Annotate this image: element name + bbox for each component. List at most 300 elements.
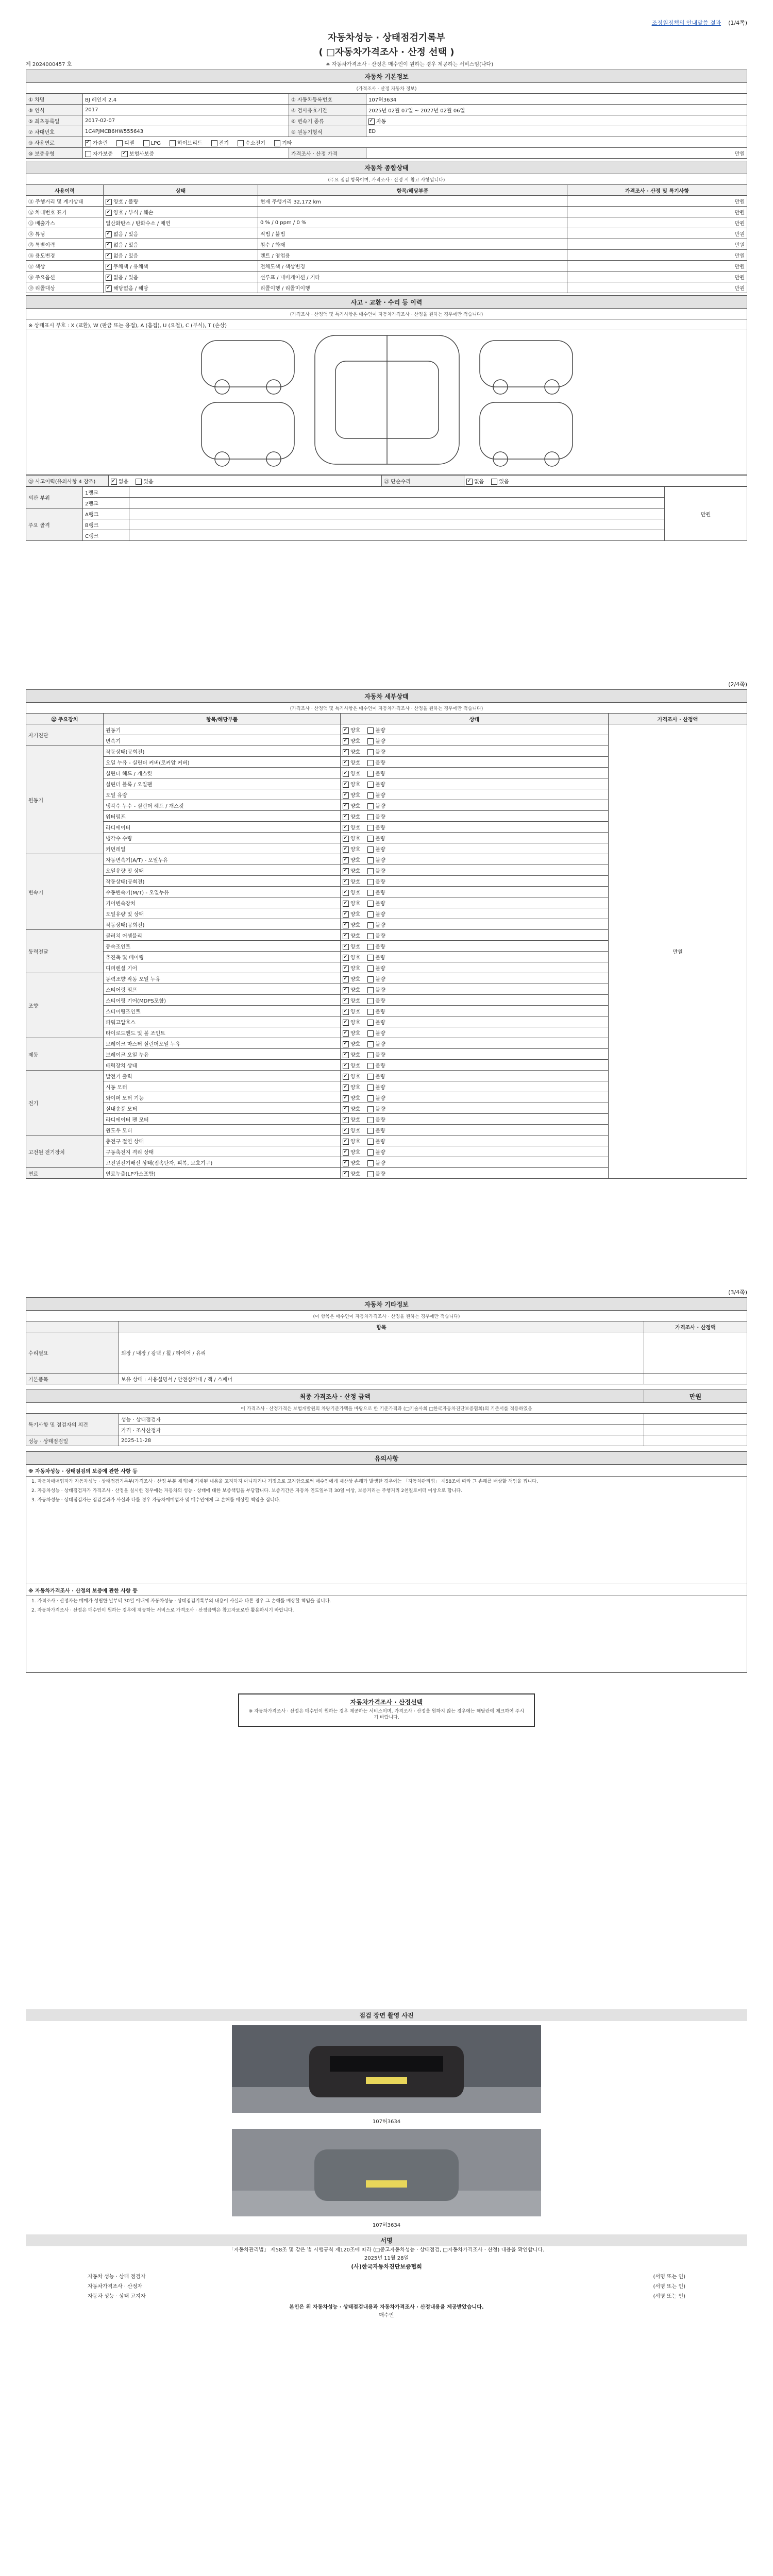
item-label: 오일유량 및 상태 [104, 865, 341, 876]
item-label: 구동축전지 격리 상태 [104, 1146, 341, 1157]
item-state: ✓ 양호 불량 [341, 1092, 609, 1103]
accident-table [26, 295, 747, 330]
price-unit: 만원 [609, 724, 747, 1179]
checkbox[interactable] [343, 987, 349, 993]
photo-section-title: 점검 장면 촬영 사진 [26, 2009, 747, 2021]
checkbox[interactable] [367, 901, 374, 907]
item-state: ✓ 양호 불량 [341, 789, 609, 800]
checkbox[interactable] [343, 857, 349, 863]
checkbox[interactable] [343, 911, 349, 918]
checkbox[interactable] [367, 1030, 374, 1037]
simple-repair-label: ㉑ 단순수리 [382, 476, 464, 486]
checkbox[interactable] [343, 1074, 349, 1080]
item-label: 클러치 어셈블리 [104, 930, 341, 941]
item-state: ✓ 양호 불량 [341, 952, 609, 962]
group-label: 조향 [26, 973, 104, 1038]
item-state: ✓ 양호 불량 [341, 735, 609, 746]
group-label: 원동기 [26, 746, 104, 854]
checkbox[interactable] [343, 727, 349, 734]
item-state: ✓ 양호 불량 [341, 1114, 609, 1125]
checkbox[interactable] [343, 1149, 349, 1156]
item-label: 브레이크 마스터 실린더오일 누유 [104, 1038, 341, 1049]
item-label: 추진축 및 베어링 [104, 952, 341, 962]
item-state: ✓ 양호 불량 [341, 897, 609, 908]
item-state: ✓ 양호 불량 [341, 1049, 609, 1060]
item-label: 냉각수 누수 - 실린더 헤드 / 개스킷 [104, 800, 341, 811]
final-price-note: 이 가격조사 · 산정가격은 보험개발원의 차량기준가액을 바탕으로 한 기준가격과 (□기술사회 □한국자동차진단보증협회)의 기준서를 적용하였음 [26, 1403, 747, 1414]
checkbox[interactable] [367, 825, 374, 831]
details-section-title: 자동차 세부상태 [26, 690, 747, 703]
checkbox[interactable] [491, 479, 497, 485]
group-label: 자기진단 [26, 724, 104, 746]
item-state: ✓ 양호 불량 [341, 876, 609, 887]
accident-history-table: ⑳ 사고이력(유의사항 4 참조) ✓ 없음 있음 ㉑ 단순수리 ✓ 없음 있음 [26, 475, 747, 486]
sign-date: 2025년 11월 28일 [364, 2256, 409, 2261]
page-4 [26, 2009, 747, 2524]
row-label: ① 차명 [26, 94, 83, 105]
details-table [26, 689, 747, 1179]
checkbox[interactable] [343, 792, 349, 799]
item-state: ✓ 양호 불량 [341, 833, 609, 843]
checkbox[interactable] [343, 1160, 349, 1166]
signer-row: 자동차 성능 · 상태 점검자 (서명 또는 인) [88, 2274, 685, 2280]
col-header: 사용이력 [26, 185, 104, 196]
checkbox[interactable] [367, 814, 374, 820]
checkbox[interactable] [343, 846, 349, 853]
page-indicator: (3/4쪽) [728, 1289, 747, 1296]
inspection-validity: 2025년 02월 07일 ~ 2027년 02월 06일 [366, 105, 747, 115]
page-indicator: (1/4쪽) [728, 20, 747, 26]
doc-title-2: ( □자동차가격조사 · 산정 선택 ) [318, 47, 455, 58]
price-unit: 만원 [366, 148, 747, 159]
page-1 [26, 15, 747, 670]
item-state: ✓ 양호 불량 [341, 1038, 609, 1049]
panel-table: 외판 부위 1랭크 만원 2랭크 주요 골격 A랭크 B랭크 C랭크 [26, 486, 747, 541]
item-state: ✓ 양호 불량 [341, 1168, 609, 1179]
checkbox[interactable] [367, 987, 374, 993]
checkbox[interactable] [367, 1020, 374, 1026]
checkbox[interactable] [367, 749, 374, 755]
checkbox[interactable] [343, 1106, 349, 1112]
table-row [26, 724, 747, 735]
checkbox[interactable] [343, 901, 349, 907]
basic-info-table [26, 70, 747, 159]
checkbox[interactable] [343, 1084, 349, 1091]
vin: 1C4PJMCB6HW555643 [83, 126, 289, 137]
item-label: 등속조인트 [104, 941, 341, 952]
table-row: ⑭ 튜닝 ✓ 없음 / 있음 적법 / 불법 만원 [26, 228, 747, 239]
row-label: ⑨ 사용연료 [26, 137, 83, 148]
group-label: 연료 [26, 1168, 104, 1179]
final-price-title: 최종 가격조사 · 산정 금액 [26, 1390, 644, 1403]
checkbox[interactable] [367, 944, 374, 950]
checkbox[interactable] [367, 738, 374, 744]
checkbox[interactable] [343, 1020, 349, 1026]
item-state: ✓ 양호 불량 [341, 768, 609, 778]
checkbox[interactable] [367, 955, 374, 961]
final-price-table: 최종 가격조사 · 산정 금액 만원 이 가격조사 · 산정가격은 보험개발원의 차량기준가액을 바탕으로 한 기준가격과 (□기술사회 □한국자동차진단보증협회)의 기준서를 적용하였음 특기사항 및 점검자의 의견 성능 · 상태점검자 가격 · 조사산정자 성능 · 상태점검일 2025-11-28 [26, 1389, 747, 1446]
frame-label: 주요 골격 [26, 509, 83, 541]
item-label: 스티어링 기어(MDPS포함) [104, 995, 341, 1006]
col-header: 상태 [104, 185, 258, 196]
checkbox[interactable] [367, 1117, 374, 1123]
item-label: 작동상태(공회전) [104, 919, 341, 930]
item-state: ✓ 양호 불량 [341, 1006, 609, 1016]
item-state: ✓ 양호 불량 [341, 1136, 609, 1146]
col-header: 상태 [341, 714, 609, 724]
page-2 [26, 680, 747, 1288]
item-state: ✓ 양호 불량 [341, 1071, 609, 1081]
checkbox[interactable] [367, 1171, 374, 1177]
checkbox[interactable] [367, 868, 374, 874]
item-state: ✓ 양호 불량 [341, 811, 609, 822]
checkbox[interactable] [343, 1139, 349, 1145]
checkbox[interactable] [343, 1128, 349, 1134]
check-icon[interactable] [368, 118, 375, 125]
inspection-photo-front [232, 2025, 541, 2113]
row-label: ⑩ 보증유형 [26, 148, 83, 159]
doc-title: 자동차성능 · 상태점검기록부 [327, 32, 446, 43]
checkbox[interactable] [211, 140, 217, 146]
page-indicator: (2/4쪽) [728, 681, 747, 688]
checkbox[interactable] [343, 1030, 349, 1037]
row-label: 가격조사 · 산정 가격 [289, 148, 366, 159]
checkbox[interactable] [367, 1149, 374, 1156]
checkbox[interactable] [367, 890, 374, 896]
item-label: 타이로드엔드 및 볼 조인트 [104, 1027, 341, 1038]
checkbox[interactable] [106, 285, 112, 292]
checkbox[interactable] [343, 825, 349, 831]
col-header: 가격조사 · 산정액 [609, 714, 747, 724]
item-label: 파워고압호스 [104, 1016, 341, 1027]
inspection-date: 2025-11-28 [119, 1435, 644, 1446]
checkbox[interactable] [367, 976, 374, 982]
checkbox[interactable] [85, 151, 91, 157]
item-label: 배력장치 상태 [104, 1060, 341, 1071]
checkbox[interactable] [238, 140, 244, 146]
accident-legend: ※ 상태표시 부호 : X (교환), W (판금 또는 용접), A (흠집), U (요철), C (부식), T (손상) [26, 319, 747, 330]
checkbox[interactable] [343, 782, 349, 788]
checkbox[interactable] [367, 1074, 374, 1080]
doc-number: 제 2024000457 호 [26, 62, 72, 67]
sign-statement: 「자동차관리법」 제58조 및 같은 법 시행규칙 제120조에 따라 (□중고자동차성능 · 상태점검, □자동차가격조사 · 산정) 내용을 확인합니다. [228, 2247, 545, 2253]
item-label: 스티어링 펌프 [104, 984, 341, 995]
checkbox[interactable] [367, 922, 374, 928]
item-state: ✓ 양호 불량 [341, 854, 609, 865]
checkbox[interactable] [343, 749, 349, 755]
checkbox[interactable] [367, 1106, 374, 1112]
group-label: 동력전달 [26, 930, 104, 973]
row-label: ⑤ 최초등록일 [26, 115, 83, 126]
notice-table: 유의사항 ※ 자동차성능 · 상태점검의 보증에 관한 사항 등 1. 자동차매매업자가 자동차성능 · 상태점검기록부(가격조사 · 산정 부분 제외)에 기재된 내용을 고지하지 아니하거나 거짓으로 고지함으로써 매수인에게 재산상 손해가 발생한 경우에는 「자동차관리법」 제58조에 따라 그 손해를 배상할 책임을 집니다. 2. 자동차성능 · 상태점검자가 가격조사 · 산정을 실시한 경우에는 자동차의 성능 · 상태에 대한 보증책임을 부담합니다. 보증기간은 자동차 인도일부터 30일 이상, 보증거리는 주행거리 2천킬로미터 이상으로 합니다. 3. 자동차성능 · 상태점검자는 점검결과가 사실과 다를 경우 자동차매매업자 및 매수인에게 그 손해를 배상할 책임을 집니다. ※ 자동차가격조사 · 산정의 보증에 관한 사항 등 1. 가격조사 · 산정자는 매매가 성립한 날부터 30일 이내에 자동차성능 · 상태점검기록부의 내용이 사실과 다른 경우 그 손해를 배상할 책임을 집니다. 2. 자동차가격조사 · 산정은 매수인이 원하는 경우에 제공하는 서비스로 가격조사 · 산정금액은 참고자료로만 활용하시기 바랍니다. [26, 1451, 747, 1673]
col-header: 항목/해당부품 [104, 714, 341, 724]
item-label: 실린더 블록 / 오일팬 [104, 778, 341, 789]
item-state: ✓ 양호 불량 [341, 995, 609, 1006]
item-label: 고전원전기배선 상태(접속단자, 피복, 보호기구) [104, 1157, 341, 1168]
item-label: 와이퍼 모터 기능 [104, 1092, 341, 1103]
plate-label-rear: 107허3634 [372, 2223, 401, 2228]
signer-row: 자동차가격조사 · 산정자 (서명 또는 인) [88, 2284, 685, 2290]
checkbox[interactable] [85, 140, 91, 146]
item-label: 오일 누유 - 실린더 커버(로커암 커버) [104, 757, 341, 768]
notice-title: 유의사항 [26, 1452, 747, 1465]
item-state: ✓ 양호 불량 [341, 919, 609, 930]
basic-section-title: 자동차 기본정보 [26, 70, 747, 83]
item-label: 실내송풍 모터 [104, 1103, 341, 1114]
checkbox[interactable] [170, 140, 176, 146]
accident-section-title: 사고 · 교환 · 수리 등 이력 [26, 296, 747, 309]
receiver-label: 매수인 [379, 2313, 394, 2318]
item-state: ✓ 양호 불량 [341, 887, 609, 897]
checkbox[interactable] [367, 1084, 374, 1091]
item-state: ✓ 양호 불량 [341, 908, 609, 919]
item-state: ✓ 양호 불량 [341, 800, 609, 811]
status-note: (주요 점검 항목이며, 가격조사 · 산정 시 참고 사항입니다) [26, 174, 747, 185]
item-state: ✓ 양호 불량 [341, 1125, 609, 1136]
checkbox[interactable] [106, 210, 112, 216]
first-registration: 2017-02-07 [83, 115, 289, 126]
table-row: ⑲ 리콜대상 ✓ 해당없음 / 해당 리콜이행 / 리콜미이행 만원 [26, 282, 747, 293]
checkbox[interactable] [106, 275, 112, 281]
checkbox[interactable] [367, 803, 374, 809]
checkbox[interactable] [343, 955, 349, 961]
checkbox[interactable] [367, 1128, 374, 1134]
checkbox[interactable] [143, 140, 149, 146]
table-row: ⑱ 주요옵션 ✓ 없음 / 있음 선루프 / 내비게이션 / 기타 만원 [26, 272, 747, 282]
doc-subtitle: ※ 자동차가격조사 · 산정은 매수인이 원하는 경우 제공하는 서비스임(나다) [326, 62, 494, 67]
item-label: 변속기 [104, 735, 341, 746]
item-state: ✓ 양호 불량 [341, 930, 609, 941]
item-label: 작동상태(공회전) [104, 746, 341, 757]
sign-section-title: 서명 [26, 2234, 747, 2246]
item-label: 라디에이터 팬 모터 [104, 1114, 341, 1125]
row-label: ④ 검사유효기간 [289, 105, 366, 115]
checkbox[interactable] [343, 1063, 349, 1069]
checkbox[interactable] [343, 1171, 349, 1177]
checkbox[interactable] [343, 1052, 349, 1058]
other-section-title: 자동차 기타정보 [26, 1298, 747, 1311]
checkbox[interactable] [343, 868, 349, 874]
checkbox[interactable] [122, 151, 128, 157]
checkbox[interactable] [343, 879, 349, 885]
item-label: 윈도우 모터 [104, 1125, 341, 1136]
checkbox[interactable] [367, 760, 374, 766]
item-state: ✓ 양호 불량 [341, 778, 609, 789]
item-state: ✓ 양호 불량 [341, 1027, 609, 1038]
warranty-options: 자가보증 ✓ 보험사보증 [83, 148, 289, 159]
row-label: ⑦ 차대번호 [26, 126, 83, 137]
table-row: 기본품목 보유 상태 : 사용설명서 / 안전삼각대 / 잭 / 스패너 [26, 1374, 747, 1384]
col-header: 항목/해당부품 [258, 185, 567, 196]
item-label: 원동기 [104, 724, 341, 735]
item-label: 스티어링조인트 [104, 1006, 341, 1016]
checkbox[interactable] [116, 140, 123, 146]
checkbox[interactable] [106, 242, 112, 248]
group-label: 전기 [26, 1071, 104, 1136]
checkbox[interactable] [343, 836, 349, 842]
checkbox[interactable] [367, 836, 374, 842]
checkbox[interactable] [367, 771, 374, 777]
item-label: 충전구 절연 상태 [104, 1136, 341, 1146]
checkbox[interactable] [343, 998, 349, 1004]
item-label: 실린더 헤드 / 개스킷 [104, 768, 341, 778]
item-state: ✓ 양호 불량 [341, 1060, 609, 1071]
item-state: ✓ 양호 불량 [341, 973, 609, 984]
receipt-statement: 본인은 위 자동차성능 · 상태점검내용과 자동차가격조사 · 산정내용을 제공받았습니다. [289, 2304, 484, 2310]
table-row: ⑰ 색상 ✓ 무채색 / 유채색 전체도색 / 색상변경 만원 [26, 261, 747, 272]
checkbox[interactable] [367, 846, 374, 853]
engine-type: ED [366, 126, 747, 137]
checkbox[interactable] [343, 890, 349, 896]
item-state: ✓ 양호 불량 [341, 1081, 609, 1092]
item-state: ✓ 양호 불량 [341, 962, 609, 973]
page-3 [26, 1288, 747, 2009]
checkbox[interactable] [367, 792, 374, 799]
table-row: 수리필요 외장 / 내장 / 광택 / 휠 / 타이어 / 유리 [26, 1332, 747, 1374]
price-select-box: 자동차가격조사 · 산정선택 ※ 자동차가격조사 · 산정은 매수인이 원하는 경우 제공하는 서비스이며, 가격조사 · 산정을 원하지 않는 경우에는 해당란에 체크하여 주시기 바랍니다. [238, 1693, 535, 1727]
checkbox[interactable] [367, 1160, 374, 1166]
item-state: ✓ 양호 불량 [341, 984, 609, 995]
other-info-table: 자동차 기타정보 (이 항목은 매수인이 자동차가격조사 · 산정을 원하는 경우에만 적습니다) 항목 가격조사 · 산정액 수리필요 외장 / 내장 / 광택 / 휠 / 타이어 / 유리 기본품목 보유 상태 : 사용설명서 / 안전삼각대 / 잭 / 스패너 [26, 1297, 747, 1384]
checkbox[interactable] [343, 933, 349, 939]
details-note: (가격조사 · 산정액 및 특기사항은 매수인이 자동차가격조사 · 산정을 원하는 경우에만 적습니다) [26, 703, 747, 714]
item-label: 수동변속기(M/T) - 오일누유 [104, 887, 341, 897]
model-year: 2017 [83, 105, 289, 115]
plate-label-front: 107허3634 [372, 2119, 401, 2125]
car-diagram [26, 330, 747, 475]
status-section-title: 자동차 종합상태 [26, 161, 747, 174]
item-label: 작동상태(공회전) [104, 876, 341, 887]
item-label: 오일 유량 [104, 789, 341, 800]
checkbox[interactable] [367, 879, 374, 885]
item-state: ✓ 양호 불량 [341, 941, 609, 952]
checkbox[interactable] [106, 253, 112, 259]
checkbox[interactable] [367, 1009, 374, 1015]
checkbox[interactable] [367, 857, 374, 863]
row-label: ③ 연식 [26, 105, 83, 115]
row-label: ⑥ 변속기 종류 [289, 115, 366, 126]
checkbox[interactable] [367, 782, 374, 788]
checkbox[interactable] [367, 1139, 374, 1145]
checkbox[interactable] [367, 1063, 374, 1069]
item-state: ✓ 양호 불량 [341, 757, 609, 768]
car-name: BJ 레인지 2.4 [83, 94, 289, 105]
fuel-options: ✓ 가솔린 디젤 LPG 하이브리드 전기 수소전기 기타 [83, 137, 747, 148]
top-links [26, 15, 747, 30]
checkbox[interactable] [343, 1041, 349, 1047]
row-label: ② 자동차등록번호 [289, 94, 366, 105]
item-state: ✓ 양호 불량 [341, 1103, 609, 1114]
table-row: ⑮ 특별이력 ✓ 없음 / 있음 침수 / 화재 만원 [26, 239, 747, 250]
checkbox[interactable] [136, 479, 142, 485]
checkbox[interactable] [367, 727, 374, 734]
accident-history-label: ⑳ 사고이력(유의사항 4 참조) [26, 476, 109, 486]
checkbox[interactable] [367, 1041, 374, 1047]
item-state: ✓ 양호 불량 [341, 1016, 609, 1027]
checkbox[interactable] [343, 814, 349, 820]
basic-note: (가격조사 · 산정 자동차 정보) [26, 83, 747, 94]
checkbox[interactable] [343, 771, 349, 777]
checkbox[interactable] [343, 1095, 349, 1101]
table-row: ⑪ 주행거리 및 계기상태 ✓ 양호 / 불량 현재 주행거리 32,172 km 만원 [26, 196, 747, 207]
item-label: 냉각수 수량 [104, 833, 341, 843]
item-label: 오일유량 및 상태 [104, 908, 341, 919]
checkbox[interactable] [343, 738, 349, 744]
panel-label: 외판 부위 [26, 487, 83, 509]
item-label: 라디에이터 [104, 822, 341, 833]
inspection-photo-rear [232, 2129, 541, 2216]
group-label: 제동 [26, 1038, 104, 1071]
transmission-value: 자동 [376, 118, 386, 125]
checkbox[interactable] [106, 264, 112, 270]
group-label: 변속기 [26, 854, 104, 930]
checkbox[interactable] [343, 965, 349, 972]
checkbox[interactable] [367, 933, 374, 939]
checkbox[interactable] [343, 803, 349, 809]
item-label: 자동변속기(A/T) - 오일누유 [104, 854, 341, 865]
other-note: (이 항목은 매수인이 자동차가격조사 · 산정을 원하는 경우에만 적습니다) [26, 1311, 747, 1321]
status-table [26, 161, 747, 293]
item-label: 동력조향 작동 오일 누유 [104, 973, 341, 984]
checkbox[interactable] [367, 1095, 374, 1101]
item-label: 기어변속장치 [104, 897, 341, 908]
checkbox[interactable] [367, 911, 374, 918]
item-label: 워터펌프 [104, 811, 341, 822]
table-row: ⑯ 용도변경 ✓ 없음 / 있음 렌트 / 영업용 만원 [26, 250, 747, 261]
table-row: ⑫ 차대번호 표기 ✓ 양호 / 부식 / 훼손 만원 [26, 207, 747, 217]
item-state: ✓ 양호 불량 [341, 865, 609, 876]
col-header: ㉒ 주요장치 [26, 714, 104, 724]
group-label: 고전원 전기장치 [26, 1136, 104, 1168]
table-row: ⑬ 배출가스 일산화탄소 / 탄화수소 / 매연 0 % / 0 ppm / 0 % 만원 [26, 217, 747, 228]
row-label: ⑧ 원동기형식 [289, 126, 366, 137]
checkbox[interactable] [343, 944, 349, 950]
item-state: ✓ 양호 불량 [341, 822, 609, 833]
accident-note: (가격조사 · 산정액 및 특기사항은 매수인이 자동차가격조사 · 산정을 원하는 경우에만 적습니다) [26, 309, 747, 319]
item-state: ✓ 양호 불량 [341, 843, 609, 854]
checkbox[interactable] [274, 140, 280, 146]
checkbox[interactable] [367, 998, 374, 1004]
item-state: ✓ 양호 불량 [341, 746, 609, 757]
checkbox[interactable] [106, 199, 112, 205]
checkbox[interactable] [367, 1052, 374, 1058]
checkbox[interactable] [106, 231, 112, 238]
checkbox[interactable] [343, 760, 349, 766]
sign-org: (사)한국자동차진단보증협회 [351, 2263, 422, 2270]
item-label: 디퍼렌셜 기어 [104, 962, 341, 973]
item-label: 커먼레일 [104, 843, 341, 854]
checkbox[interactable] [466, 479, 473, 485]
item-label: 연료누출(LP가스포함) [104, 1168, 341, 1179]
col-header: 가격조사 · 산정 및 특기사항 [567, 185, 747, 196]
signer-row: 자동차 성능 · 상태 고지자 (서명 또는 인) [88, 2294, 685, 2299]
car-outline-diagram [26, 330, 747, 473]
item-state: ✓ 양호 불량 [341, 724, 609, 735]
item-state: ✓ 양호 불량 [341, 1157, 609, 1168]
checkbox[interactable] [343, 976, 349, 982]
checkbox[interactable] [343, 1117, 349, 1123]
policy-link[interactable]: 조정원정책의 안내말씀 결과 [651, 20, 721, 26]
checkbox[interactable] [343, 1009, 349, 1015]
checkbox[interactable] [367, 965, 374, 972]
item-label: 브레이크 오일 누유 [104, 1049, 341, 1060]
transmission [366, 115, 747, 126]
checkbox[interactable] [111, 479, 117, 485]
checkbox[interactable] [343, 922, 349, 928]
item-label: 발전기 출력 [104, 1071, 341, 1081]
item-state: ✓ 양호 불량 [341, 1146, 609, 1157]
plate-number: 107허3634 [366, 94, 747, 105]
